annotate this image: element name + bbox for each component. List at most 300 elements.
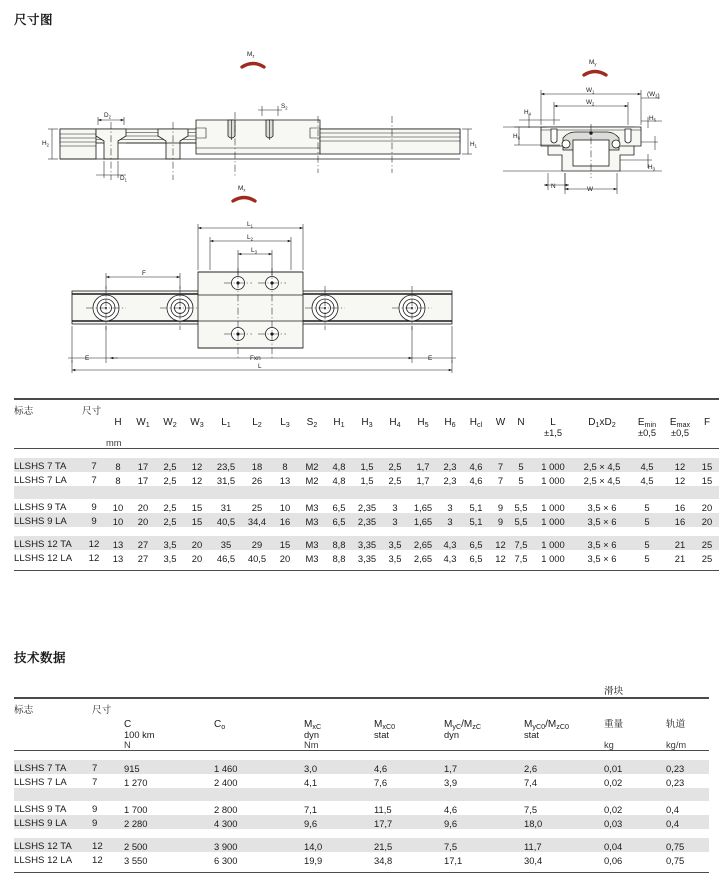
- page-title-dimension-drawing: 尺寸图: [14, 13, 54, 27]
- cell-s2: M2: [298, 458, 326, 472]
- dim-hdr-label: 标志: [14, 406, 34, 417]
- dim-col-l2: $L_2$: [252, 417, 262, 429]
- td-col-rail: 轨道: [666, 719, 686, 730]
- cell-d1xd2: 3,5 × 6: [575, 536, 629, 550]
- cell-h6: 3: [447, 502, 453, 513]
- cell-w1: 27: [130, 536, 156, 550]
- cell-rail: 0,23: [666, 777, 685, 788]
- cell-h4: 3,5: [382, 536, 408, 550]
- cell-f: 20: [695, 513, 719, 527]
- td-sub-myc0: stat: [524, 730, 539, 740]
- cell-h3: 1,5: [360, 475, 374, 486]
- drawing-plan-view: [68, 221, 456, 373]
- dim-col-h: H: [114, 417, 122, 428]
- cross-groove-left: [551, 129, 557, 143]
- cell-mxc: 3,0: [304, 760, 374, 774]
- cell-c0: 2 800: [214, 804, 238, 815]
- technical-drawings-area: [0, 28, 721, 373]
- cell-mxc0: 7,6: [374, 777, 388, 788]
- row-size: 12: [82, 536, 106, 550]
- cell-myc0: 18,0: [524, 815, 604, 829]
- td-sub-mxc: dyn: [304, 730, 319, 740]
- cell-weight: 0,06: [604, 855, 623, 866]
- cell-weight: 0,04: [604, 838, 666, 852]
- cell-l: 1 000: [531, 458, 575, 472]
- dim-col-h6: $H_6$: [444, 417, 456, 429]
- row-model: LLSHS 7 TA: [14, 458, 82, 472]
- row-size: 7: [92, 760, 124, 774]
- cell-h6: 3: [438, 513, 462, 527]
- cell-l1: 23,5: [210, 458, 242, 472]
- cell-h4: 2,5: [388, 475, 402, 486]
- cell-w2: 2,5: [156, 513, 184, 527]
- dim-col-w2: $W_2$: [163, 417, 177, 429]
- dimension-w3: [641, 91, 660, 99]
- dimension-drawings-svg: [0, 28, 721, 373]
- cell-w: 12: [490, 536, 511, 550]
- table-row: [14, 801, 709, 815]
- cell-emin: 4,5: [640, 475, 654, 486]
- label-d1: $D_1$: [120, 175, 127, 183]
- label-h3: $H_3$: [648, 164, 655, 172]
- td-unit-mxc: Nm: [304, 740, 319, 750]
- td-col-weight: 重量: [604, 719, 624, 730]
- cell-s2: M3: [298, 513, 326, 527]
- cell-myc: 4,6: [444, 804, 458, 815]
- td-col-mxc: $M_{xC}$: [304, 719, 322, 731]
- moment-arrow-mz-top: [242, 51, 264, 67]
- dimension-w: [565, 173, 617, 194]
- cell-l3: 16: [272, 513, 298, 527]
- cell-l: 1 000: [541, 553, 565, 564]
- cell-l1: 35: [210, 536, 242, 550]
- cell-s2: M3: [305, 553, 319, 564]
- dim-header-row-tolerance: [14, 428, 719, 438]
- dim-col-d1xd2: $D_1xD_2$: [588, 417, 616, 429]
- td-col-myc-mzc: $M_{yC}/M_{zC}$: [444, 719, 482, 731]
- cell-w2: 3,5: [156, 536, 184, 550]
- dimension-l1: [198, 221, 303, 270]
- label-w: W: [587, 186, 594, 193]
- row-model: LLSHS 9 TA: [14, 804, 67, 815]
- cross-groove-right: [625, 129, 631, 143]
- cell-f: 15: [701, 475, 713, 486]
- label-fxn: Fxn: [250, 355, 261, 362]
- cell-w1: 17: [137, 475, 149, 486]
- cell-h5: 1,65: [408, 513, 438, 527]
- dim-header-row-unit: [14, 438, 719, 449]
- cell-d1xd2: 2,5 × 4,5: [575, 458, 629, 472]
- cell-emin: 5: [629, 536, 665, 550]
- drawing-side-elevation: [42, 51, 478, 201]
- row-size: 12: [92, 855, 103, 866]
- cell-l1: 31: [220, 502, 232, 513]
- cell-h3: 2,35: [352, 513, 382, 527]
- label-h6: $H_6$: [513, 133, 520, 141]
- label-w3: $(W_3)$: [647, 91, 660, 100]
- plan-carriage-block: [198, 272, 303, 348]
- dim-col-s2: $S_2$: [306, 417, 318, 429]
- cell-myc0: 7,4: [524, 777, 538, 788]
- label-w2: $W_2$: [586, 99, 595, 107]
- cell-h1: 8,8: [332, 553, 346, 564]
- row-model: LLSHS 7 TA: [14, 760, 92, 774]
- cell-myc: 9,6: [444, 815, 524, 829]
- moment-label-mz: $M_z$: [247, 51, 255, 59]
- dimension-d1: [96, 161, 128, 182]
- cell-mxc0: 21,5: [374, 838, 444, 852]
- cell-h1: 8,8: [326, 536, 352, 550]
- cell-c: 1 270: [124, 777, 148, 788]
- label-w1: $W_1$: [586, 87, 595, 95]
- row-size: 9: [92, 804, 98, 815]
- dim-col-emax: $E_{max}$: [669, 417, 691, 429]
- dimension-h3: [620, 164, 662, 171]
- cell-l2: 18: [242, 458, 272, 472]
- row-model: LLSHS 12 LA: [14, 553, 73, 564]
- cell-h5: 2,65: [408, 536, 438, 550]
- cell-weight: 0,02: [604, 804, 623, 815]
- cell-rail: 0,4: [666, 804, 680, 815]
- cell-h: 10: [112, 502, 124, 513]
- dimension-l-overall: [72, 360, 452, 373]
- cell-emax: 16: [665, 513, 695, 527]
- dimension-h1: [462, 129, 478, 154]
- cell-myc: 1,7: [444, 760, 524, 774]
- cell-myc0: 2,6: [524, 760, 604, 774]
- cell-emax: 12: [674, 475, 686, 486]
- td-group-separator-1: [14, 788, 709, 801]
- cell-c0: 6 300: [214, 855, 238, 866]
- dim-col-l: L: [550, 417, 556, 428]
- cell-mxc: 9,6: [304, 815, 374, 829]
- cell-l1: 46,5: [216, 553, 236, 564]
- dim-col-w1: $W_1$: [136, 417, 150, 429]
- cell-rail: 0,75: [666, 838, 709, 852]
- td-col-c0: $C_o$: [214, 719, 226, 731]
- label-l3: $L_3$: [251, 247, 257, 255]
- cell-mxc: 14,0: [304, 838, 374, 852]
- label-l2: $L_2$: [247, 234, 253, 242]
- dim-col-w: W: [495, 417, 506, 428]
- label-h1: $H_1$: [470, 141, 477, 149]
- row-size: 7: [91, 475, 97, 486]
- cell-c0: 1 460: [214, 760, 304, 774]
- drawing-cross-section: [503, 59, 662, 194]
- td-hdr-carriage: 滑块: [604, 686, 624, 697]
- row-model: LLSHS 12 TA: [14, 838, 92, 852]
- dim-unit-mm: mm: [106, 438, 122, 448]
- table-rule-bottom: [14, 873, 709, 877]
- cell-emin: 5: [629, 513, 665, 527]
- table-row: [14, 550, 719, 564]
- label-e-left: E: [85, 355, 90, 362]
- cell-w2: 2,5: [163, 502, 177, 513]
- cell-l3: 20: [279, 553, 291, 564]
- label-d2: $D_2$: [104, 112, 111, 120]
- dim-tol-emin: ±0,5: [637, 428, 657, 438]
- cell-hcl: 4,6: [462, 458, 490, 472]
- cell-h3: 1,5: [352, 458, 382, 472]
- cell-h: 8: [115, 475, 121, 486]
- td-hdr-label: 标志: [14, 705, 34, 716]
- cell-w: 7: [490, 458, 511, 472]
- cell-h6: 2,3: [443, 475, 457, 486]
- cell-w2: 3,5: [163, 553, 177, 564]
- label-n: N: [551, 183, 556, 190]
- cell-w3: 20: [191, 553, 203, 564]
- page-title-technical-data: 技术数据: [14, 651, 67, 665]
- cell-h1: 6,5: [332, 502, 346, 513]
- row-size: 12: [92, 838, 124, 852]
- cell-mxc0: 17,7: [374, 815, 444, 829]
- cell-hcl: 6,5: [469, 553, 483, 564]
- cell-l: 1 000: [531, 536, 575, 550]
- cell-l: 1 000: [531, 513, 575, 527]
- dim-col-f: F: [703, 417, 711, 428]
- cell-c: 2 500: [124, 838, 214, 852]
- cell-w1: 20: [130, 513, 156, 527]
- cell-l: 1 000: [541, 475, 565, 486]
- dim-header-row-symbols: [14, 417, 719, 428]
- cell-h5: 2,65: [413, 553, 433, 564]
- cell-myc0: 11,7: [524, 838, 604, 852]
- row-model: LLSHS 12 LA: [14, 855, 73, 866]
- dim-tol-emax: ±0,5: [670, 428, 690, 438]
- td-col-myc0-mzc0: $M_{yC0}/M_{zC0}$: [524, 719, 570, 731]
- dim-col-emin: $E_{min}$: [637, 417, 657, 429]
- cell-n: 7,5: [511, 536, 531, 550]
- cell-n: 7,5: [514, 553, 528, 564]
- cell-myc0: 30,4: [524, 855, 543, 866]
- cell-w: 9: [497, 502, 504, 513]
- cell-mxc0: 34,8: [374, 855, 393, 866]
- cell-w1: 17: [130, 458, 156, 472]
- dimensions-table: [14, 398, 719, 574]
- dim-group-separator-2: [14, 527, 719, 536]
- dim-header-row-1: [14, 403, 719, 417]
- cell-n: 5,5: [511, 513, 531, 527]
- cell-weight: 0,03: [604, 815, 666, 829]
- table-row: [14, 458, 719, 472]
- cell-hcl: 5,1: [469, 502, 483, 513]
- cell-w: 7: [497, 475, 504, 486]
- cell-h4: 3: [382, 513, 408, 527]
- cell-l3: 8: [272, 458, 298, 472]
- td-hdr-size: 尺寸: [92, 705, 112, 716]
- cell-emin: 4,5: [629, 458, 665, 472]
- cell-h4: 3: [392, 502, 398, 513]
- dimension-e-right: [408, 326, 456, 363]
- cell-hcl: 6,5: [462, 536, 490, 550]
- cell-mxc: 7,1: [304, 804, 318, 815]
- td-unit-c: N: [124, 740, 131, 750]
- row-model: LLSHS 7 LA: [14, 475, 67, 486]
- dim-group-separator-1: [14, 486, 719, 499]
- cell-myc: 7,5: [444, 838, 524, 852]
- td-header-row-symbols: [14, 716, 709, 730]
- cell-l2: 40,5: [247, 553, 267, 564]
- row-size: 9: [91, 502, 97, 513]
- td-header-row-1: [14, 702, 709, 716]
- cell-h4: 3,5: [388, 553, 402, 564]
- row-model: LLSHS 12 TA: [14, 536, 82, 550]
- cell-d1xd2: 3,5 × 6: [587, 553, 617, 564]
- cell-l2: 34,4: [242, 513, 272, 527]
- dim-col-n: N: [517, 417, 525, 428]
- cell-c0: 4 300: [214, 815, 304, 829]
- table-row: [14, 472, 719, 486]
- cell-weight: 0,01: [604, 760, 666, 774]
- cell-n: 5: [518, 475, 524, 486]
- cell-c0: 3 900: [214, 838, 304, 852]
- dim-col-h5: $H_5$: [417, 417, 429, 429]
- ball-right: [612, 140, 620, 148]
- cell-d1xd2: 3,5 × 6: [587, 502, 617, 513]
- td-sub-c: 100 km: [124, 730, 155, 740]
- td-unit-rail: kg/m: [666, 740, 687, 750]
- td-header-row-sub: [14, 730, 709, 740]
- moment-arrow-my: [584, 59, 606, 75]
- cell-h3: 2,35: [357, 502, 377, 513]
- row-size: 9: [92, 815, 124, 829]
- td-unit-weight: kg: [604, 740, 614, 750]
- table-row: [14, 499, 719, 513]
- label-l1: $L_1$: [247, 221, 253, 229]
- cell-l1: 31,5: [216, 475, 236, 486]
- cell-l: 1 000: [541, 502, 565, 513]
- cell-s2: M2: [305, 475, 319, 486]
- cell-w3: 12: [184, 458, 210, 472]
- moment-label-my: $M_y$: [589, 59, 597, 67]
- dimension-s2: [258, 103, 288, 116]
- table-row: [14, 774, 709, 788]
- cell-d1xd2: 3,5 × 6: [575, 513, 629, 527]
- cell-n: 5: [511, 458, 531, 472]
- cell-h6: 4,3: [443, 553, 457, 564]
- cell-w1: 27: [137, 553, 149, 564]
- cell-emax: 12: [665, 458, 695, 472]
- cell-f: 25: [695, 536, 719, 550]
- row-size: 7: [92, 777, 98, 788]
- td-group-separator-2: [14, 829, 709, 838]
- table-row: [14, 513, 719, 527]
- cell-d1xd2: 2,5 × 4,5: [583, 475, 621, 486]
- label-h2: $H_2$: [42, 140, 49, 148]
- cell-h: 8: [106, 458, 130, 472]
- td-sub-mxc0: stat: [374, 730, 389, 740]
- cell-rail: 0,23: [666, 760, 709, 774]
- technical-data-table: [14, 683, 709, 876]
- cell-f: 25: [701, 553, 713, 564]
- cell-w3: 15: [191, 502, 203, 513]
- dim-col-w3: $W_3$: [190, 417, 204, 429]
- cell-emax: 21: [674, 553, 686, 564]
- cell-h6: 4,3: [438, 536, 462, 550]
- cell-h1: 6,5: [326, 513, 352, 527]
- cell-f: 15: [695, 458, 719, 472]
- cell-s2: M3: [298, 536, 326, 550]
- row-model: LLSHS 9 TA: [14, 502, 67, 513]
- label-h4: $H_4$: [524, 109, 531, 117]
- td-header-row-top-label: [14, 683, 709, 698]
- cell-mxc0: 4,6: [374, 760, 444, 774]
- cell-l3: 15: [272, 536, 298, 550]
- cell-emax: 21: [665, 536, 695, 550]
- rail-end-left: [60, 129, 96, 159]
- cell-h: 13: [112, 553, 124, 564]
- cell-myc0: 7,5: [524, 804, 538, 815]
- table-row: [14, 536, 719, 550]
- dim-col-hcl: $H_{cl}$: [469, 417, 483, 429]
- cell-l2: 26: [251, 475, 263, 486]
- cell-h5: 1,65: [413, 502, 433, 513]
- label-f: F: [142, 270, 146, 277]
- row-model: LLSHS 7 LA: [14, 777, 67, 788]
- dimension-e-left: [68, 326, 118, 363]
- dim-tol-l: ±1,5: [543, 428, 563, 438]
- cell-c: 3 550: [124, 855, 148, 866]
- cell-l2: 29: [242, 536, 272, 550]
- cell-h5: 1,7: [416, 475, 430, 486]
- cell-l3: 10: [279, 502, 291, 513]
- cell-h: 13: [106, 536, 130, 550]
- cell-l3: 13: [279, 475, 291, 486]
- cell-w3: 12: [191, 475, 203, 486]
- cell-c: 2 280: [124, 815, 214, 829]
- cell-w3: 20: [184, 536, 210, 550]
- cell-mxc: 4,1: [304, 777, 318, 788]
- cell-rail: 0,75: [666, 855, 685, 866]
- cell-l2: 25: [251, 502, 263, 513]
- row-model: LLSHS 9 LA: [14, 513, 82, 527]
- table-row: [14, 838, 709, 852]
- table-row: [14, 815, 709, 829]
- cell-myc: 3,9: [444, 777, 458, 788]
- ball-left: [562, 140, 570, 148]
- dim-hdr-size: 尺寸: [82, 406, 102, 417]
- dim-col-h1: $H_1$: [333, 417, 345, 429]
- cell-w1: 20: [137, 502, 149, 513]
- cell-emin: 5: [644, 553, 650, 564]
- dim-col-l1: $L_1$: [221, 417, 231, 429]
- cell-mxc: 19,9: [304, 855, 323, 866]
- label-e-right: E: [428, 355, 433, 362]
- cell-h1: 4,8: [326, 458, 352, 472]
- dimension-h5: [641, 115, 662, 128]
- dimension-h2: [42, 129, 58, 159]
- label-l-overall: L: [258, 363, 262, 370]
- row-size: 7: [82, 458, 106, 472]
- table-rule-bottom: [14, 571, 719, 575]
- cell-hcl: 5,1: [462, 513, 490, 527]
- cell-w2: 2,5: [156, 458, 184, 472]
- row-size: 12: [88, 553, 100, 564]
- label-s2: $S_2$: [281, 103, 288, 111]
- cell-w: 9: [490, 513, 511, 527]
- cell-c: 915: [124, 760, 214, 774]
- cell-h3: 3,35: [357, 553, 377, 564]
- cell-w2: 2,5: [163, 475, 177, 486]
- cell-l1: 40,5: [210, 513, 242, 527]
- cell-h: 10: [106, 513, 130, 527]
- cell-h5: 1,7: [408, 458, 438, 472]
- cell-s2: M3: [305, 502, 319, 513]
- cell-emax: 16: [674, 502, 686, 513]
- cell-c: 1 700: [124, 804, 148, 815]
- cell-w3: 15: [184, 513, 210, 527]
- cell-emin: 5: [644, 502, 650, 513]
